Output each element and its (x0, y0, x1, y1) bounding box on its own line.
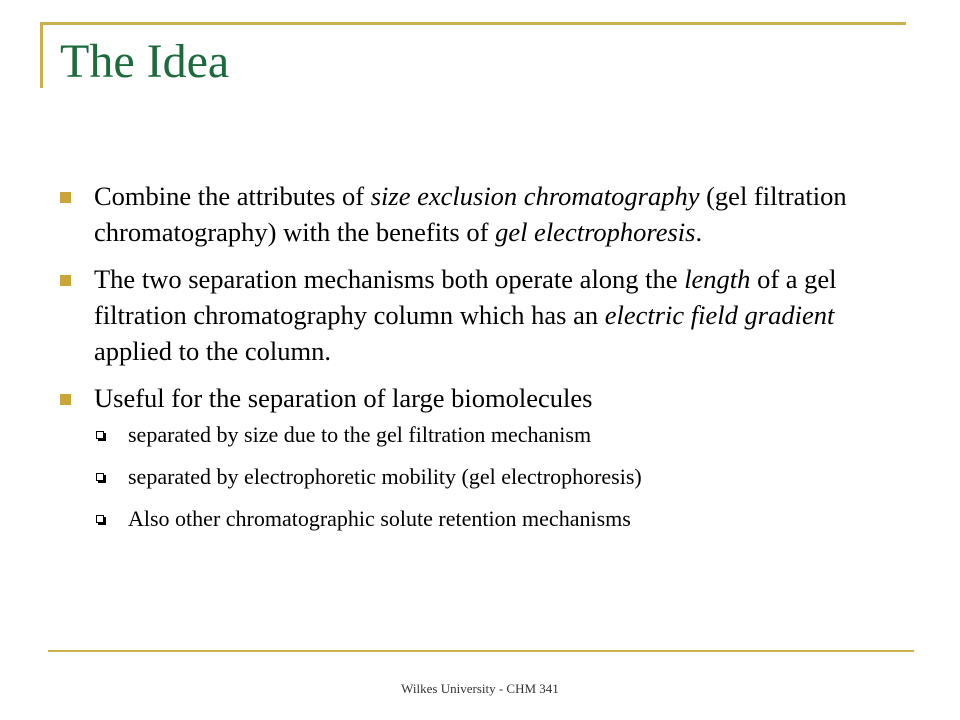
sub-bullet-list (94, 422, 900, 532)
bullet-text-italic: length (684, 264, 751, 294)
bullet-text-segment: Combine the attributes of (94, 181, 371, 211)
square-bullet-icon (60, 192, 71, 203)
bullet-text-segment: . (695, 217, 703, 247)
top-frame-line (40, 22, 906, 25)
sub-bullet-item (94, 464, 900, 490)
slide-footer: Wilkes University - CHM 341 (401, 681, 559, 696)
left-frame-line (40, 22, 43, 88)
bullet-text-segment: applied to the column. (94, 336, 331, 366)
bullet-text-segment: of a gel filtration chromatography column which has an (94, 264, 837, 330)
bullet-list (60, 178, 900, 548)
hollow-square-bullet-icon (96, 431, 104, 439)
square-bullet-icon (60, 394, 71, 405)
bullet-text-segment: (gel filtration chromatography) with the benefits of (94, 181, 847, 247)
sub-bullet-item (94, 422, 900, 448)
bullet-item-1 (60, 178, 900, 250)
bullet-text (94, 264, 837, 366)
hollow-square-bullet-icon (96, 473, 104, 481)
square-bullet-icon (60, 275, 71, 286)
slide-title: The Idea (60, 35, 230, 88)
bullet-text: Useful for the separation of large biomolecules (94, 383, 593, 413)
footer-divider (48, 650, 914, 652)
bullet-text-segment: The two separation mechanisms both operate along the (94, 264, 685, 294)
bullet-text-italic: gel electrophoresis (495, 217, 696, 247)
sub-bullet-text: Also other chromatographic solute retention mechanisms (128, 506, 631, 531)
bullet-item-2 (60, 261, 900, 369)
sub-bullet-item (94, 506, 900, 532)
sub-bullet-text: separated by electrophoretic mobility (gel electrophoresis) (128, 464, 642, 489)
bullet-text (94, 181, 847, 247)
sub-bullet-text: separated by size due to the gel filtration mechanism (128, 422, 592, 447)
hollow-square-bullet-icon (96, 515, 104, 523)
bullet-text-italic: electric field gradient (604, 300, 835, 330)
bullet-text-italic: size exclusion chromatography (370, 181, 700, 211)
bullet-item-3 (60, 380, 900, 532)
